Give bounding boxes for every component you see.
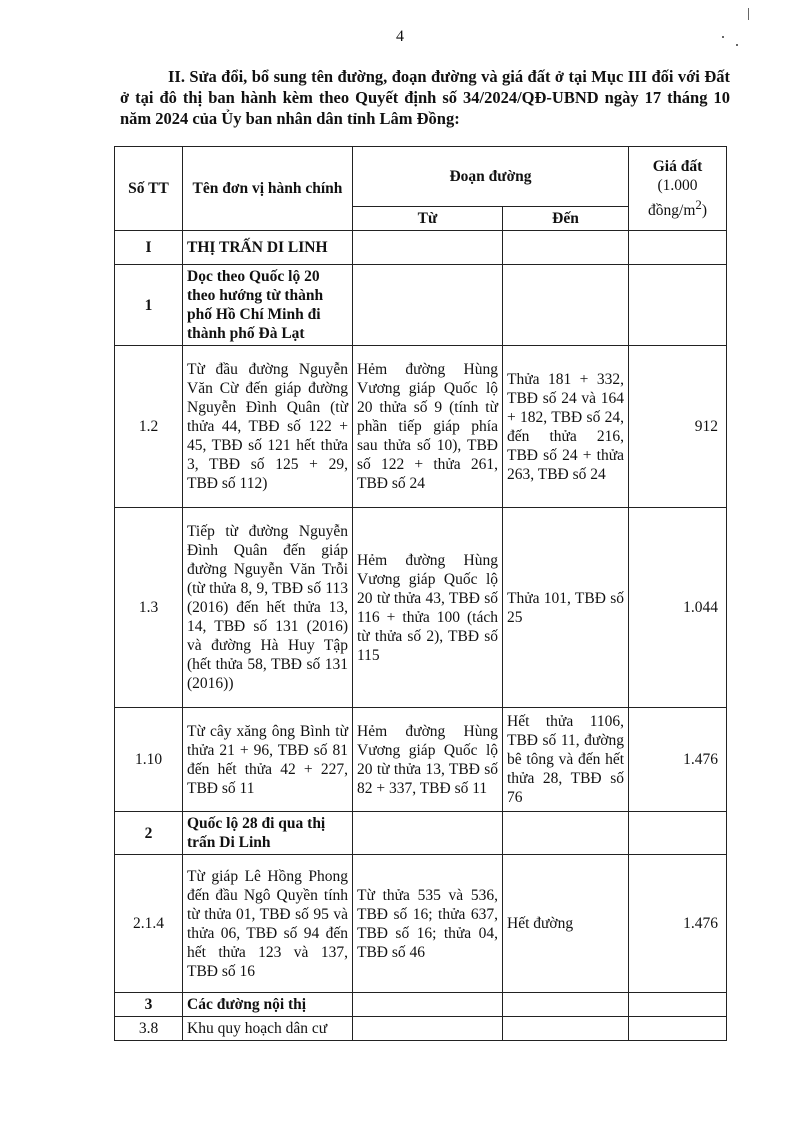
cell-unit: Các đường nội thị bbox=[183, 993, 353, 1017]
header-price-sup: 2 bbox=[695, 196, 702, 212]
cell-stt: 2 bbox=[115, 812, 183, 855]
cell-from bbox=[353, 993, 503, 1017]
table-row bbox=[115, 855, 727, 993]
header-unit: Tên đơn vị hành chính bbox=[183, 147, 353, 231]
header-price-title: Giá đất bbox=[652, 157, 703, 175]
cell-stt: 1.2 bbox=[115, 346, 183, 508]
table-row bbox=[115, 265, 727, 346]
page-number: 4 bbox=[396, 28, 404, 45]
cell-to bbox=[503, 812, 629, 855]
scan-mark bbox=[748, 8, 749, 20]
cell-unit: THỊ TRẤN DI LINH bbox=[183, 231, 353, 265]
cell-unit: Từ cây xăng ông Bình từ thửa 21 + 96, TBĐ số 81 đến hết thửa 42 + 227, TBĐ số 11 bbox=[183, 708, 353, 812]
cell-price bbox=[629, 265, 727, 346]
cell-to bbox=[503, 265, 629, 346]
header-segment: Đoạn đường bbox=[353, 147, 629, 207]
table-row bbox=[115, 708, 727, 812]
cell-stt: 3 bbox=[115, 993, 183, 1017]
cell-to bbox=[503, 993, 629, 1017]
cell-to: Thửa 181 + 332, TBĐ số 24 và 164 + 182, TBĐ số 24, đến thửa 216, TBĐ số 24 + thửa 263, TBĐ số 24 bbox=[503, 346, 629, 508]
cell-from: Hẻm đường Hùng Vương giáp Quốc lộ 20 từ thửa 43, TBĐ số 116 + thửa 100 (tách từ thửa số 2), TBĐ số 115 bbox=[353, 508, 503, 708]
table-row bbox=[115, 508, 727, 708]
cell-unit: Từ giáp Lê Hồng Phong đến đầu Ngô Quyền tính từ thửa 01, TBĐ số 95 và thửa 06, TBĐ số 94 đến hết thửa 123 và 137, TBĐ số 16 bbox=[183, 855, 353, 993]
table-row bbox=[115, 346, 727, 508]
cell-stt: 2.1.4 bbox=[115, 855, 183, 993]
cell-price bbox=[629, 1017, 727, 1041]
header-price-unit-1: (1.000 bbox=[657, 176, 698, 194]
cell-price bbox=[629, 993, 727, 1017]
cell-unit: Khu quy hoạch dân cư bbox=[183, 1017, 353, 1041]
table-row bbox=[115, 231, 727, 265]
cell-stt: 3.8 bbox=[115, 1017, 183, 1041]
cell-from: Hẻm đường Hùng Vương giáp Quốc lộ 20 thửa số 9 (tính từ phần tiếp giáp phía sau thửa số 10), TBĐ số 122 + thửa 261, TBĐ số 24 bbox=[353, 346, 503, 508]
cell-stt: 1.10 bbox=[115, 708, 183, 812]
cell-to: Hết đường bbox=[503, 855, 629, 993]
cell-unit: Tiếp từ đường Nguyễn Đình Quân đến giáp đường Nguyễn Văn Trỗi (từ thửa 8, 9, TBĐ số 113 (2016) đến hết thửa 13, 14, TBĐ số 131 (2016) và đường Hà Huy Tập (hết thửa 58, TBĐ số 131 (2016)) bbox=[183, 508, 353, 708]
table-row bbox=[115, 812, 727, 855]
cell-price bbox=[629, 231, 727, 265]
cell-stt: 1.3 bbox=[115, 508, 183, 708]
cell-stt: I bbox=[115, 231, 183, 265]
cell-from: Từ thửa 535 và 536, TBĐ số 16; thửa 637, TBĐ số 16; thửa 04, TBĐ số 46 bbox=[353, 855, 503, 993]
cell-price: 1.044 bbox=[629, 508, 727, 708]
header-price-close: ) bbox=[701, 202, 708, 220]
header-from: Từ bbox=[353, 207, 503, 231]
section-heading: II. Sửa đổi, bổ sung tên đường, đoạn đường và giá đất ở tại Mục III đối với Đất ở tại đô thị ban hành kèm theo Quyết định số 34/2024/QĐ-UBND ngày 17 tháng 10 năm 2024 của Ủy ban nhân dân tỉnh Lâm Đồng: bbox=[120, 67, 730, 128]
cell-unit: Quốc lộ 28 đi qua thị trấn Di Linh bbox=[183, 812, 353, 855]
cell-to: Thửa 101, TBĐ số 25 bbox=[503, 508, 629, 708]
cell-from bbox=[353, 265, 503, 346]
cell-from: Hẻm đường Hùng Vương giáp Quốc lộ 20 từ thửa 13, TBĐ số 82 + 337, TBĐ số 11 bbox=[353, 708, 503, 812]
cell-from bbox=[353, 1017, 503, 1041]
cell-price: 1.476 bbox=[629, 855, 727, 993]
header-price bbox=[629, 147, 727, 231]
cell-from bbox=[353, 812, 503, 855]
cell-unit: Dọc theo Quốc lộ 20 theo hướng từ thành phố Hồ Chí Minh đi thành phố Đà Lạt bbox=[183, 265, 353, 346]
cell-to bbox=[503, 231, 629, 265]
table-row bbox=[115, 993, 727, 1017]
cell-price: 912 bbox=[629, 346, 727, 508]
header-stt: Số TT bbox=[115, 147, 183, 231]
cell-price: 1.476 bbox=[629, 708, 727, 812]
cell-stt: 1 bbox=[115, 265, 183, 346]
header-price-unit-2: đồng/m bbox=[648, 202, 696, 220]
cell-to: Hết thửa 1106, TBĐ số 11, đường bê tông và đến hết thửa 28, TBĐ số 76 bbox=[503, 708, 629, 812]
table-row bbox=[115, 1017, 727, 1041]
cell-from bbox=[353, 231, 503, 265]
land-price-table bbox=[114, 146, 727, 1041]
header-to: Đến bbox=[503, 207, 629, 231]
cell-to bbox=[503, 1017, 629, 1041]
cell-unit: Từ đầu đường Nguyễn Văn Cừ đến giáp đường Nguyễn Đình Quân (từ thửa 44, TBĐ số 122 + 45, TBĐ số 121 hết thửa 3, TBĐ số 125 + 29, TBĐ số 112) bbox=[183, 346, 353, 508]
cell-price bbox=[629, 812, 727, 855]
